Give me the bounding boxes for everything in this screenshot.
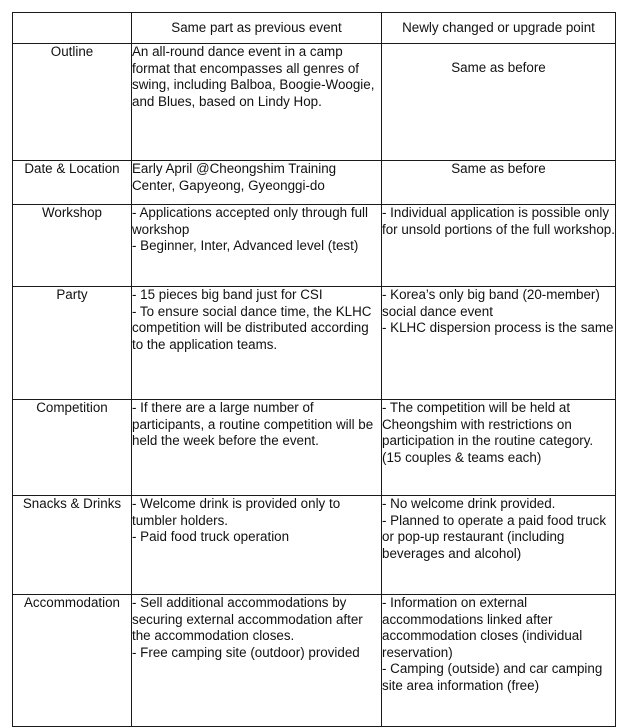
- row-label: Accommodation: [13, 595, 132, 727]
- changes-cell: [382, 44, 616, 161]
- changes-cell: [382, 205, 616, 287]
- row-label: Workshop: [13, 205, 132, 287]
- previous-cell: [132, 400, 382, 496]
- previous-text: - Applications accepted only through full workshop: [132, 205, 368, 237]
- row-competition: [13, 400, 616, 496]
- changes-text: - Camping (outside) and car camping site area information (free): [382, 661, 603, 693]
- changes-text: - No welcome drink provided.: [382, 496, 556, 511]
- changes-text: - Planned to operate a paid food truck or pop-up restaurant (including beverages and alcohol): [382, 512, 607, 561]
- row-date-location: [13, 161, 616, 205]
- previous-text: - Beginner, Inter, Advanced level (test): [132, 238, 359, 253]
- changes-cell: [382, 161, 616, 205]
- previous-cell: [132, 44, 382, 161]
- changes-text: - Individual application is possible only for unsold portions of the full workshop.: [382, 205, 615, 237]
- header-category: [13, 13, 132, 44]
- header-row: [13, 13, 616, 44]
- previous-cell: [132, 161, 382, 205]
- changes-text: - The competition will be held at Cheongshim with restrictions on participation in the routine category. (15 couples & teams each): [382, 400, 594, 465]
- previous-text: An all-round dance event in a camp format that encompasses all genres of swing, including Balboa, Boogie-Woogie, and Blues, based on Lindy Hop.: [132, 44, 375, 109]
- previous-text: - Paid food truck operation: [132, 529, 290, 544]
- previous-text: - To ensure social dance time, the KLHC competition will be distributed according to the application teams.: [132, 303, 372, 352]
- row-label: Date & Location: [13, 161, 132, 205]
- changes-cell: [382, 595, 616, 727]
- previous-text: - 15 pieces big band just for CSI: [132, 287, 323, 302]
- changes-cell: [382, 287, 616, 400]
- row-label: Outline: [13, 44, 132, 161]
- row-workshop: [13, 205, 616, 287]
- previous-text: - Welcome drink is provided only to tumbler holders.: [132, 496, 341, 528]
- previous-cell: [132, 205, 382, 287]
- previous-text: - If there are a large number of participants, a routine competition will be held the week before the event.: [132, 400, 374, 448]
- changes-text: - Korea’s only big band (20-member) social dance event: [382, 287, 600, 319]
- header-previous: Same part as previous event: [132, 13, 382, 44]
- row-outline: [13, 44, 616, 161]
- previous-text: - Free camping site (outdoor) provided: [132, 644, 360, 660]
- row-snacks-drinks: [13, 496, 616, 595]
- changes-text: Same as before: [451, 60, 546, 75]
- header-changes: Newly changed or upgrade point: [382, 13, 616, 44]
- changes-cell: [382, 496, 616, 595]
- changes-text: - Information on external accommodations linked after accommodation closes (individual reservation): [382, 595, 583, 660]
- changes-text: Same as before: [451, 161, 546, 176]
- previous-cell: [132, 496, 382, 595]
- row-label: Competition: [13, 400, 132, 496]
- changes-cell: [382, 400, 616, 496]
- comparison-table: [12, 12, 616, 727]
- previous-text: Early April @Cheongshim Training Center, Gapyeong, Gyeonggi-do: [132, 161, 337, 193]
- row-label: Party: [13, 287, 132, 400]
- previous-cell: [132, 287, 382, 400]
- previous-cell: [132, 595, 382, 727]
- row-party: [13, 287, 616, 400]
- previous-text: - Sell additional accommodations by securing external accommodation after the accommodation closes.: [132, 595, 363, 643]
- row-accommodation: [13, 595, 616, 727]
- changes-text: - KLHC dispersion process is the same: [382, 320, 614, 335]
- row-label: Snacks & Drinks: [13, 496, 132, 595]
